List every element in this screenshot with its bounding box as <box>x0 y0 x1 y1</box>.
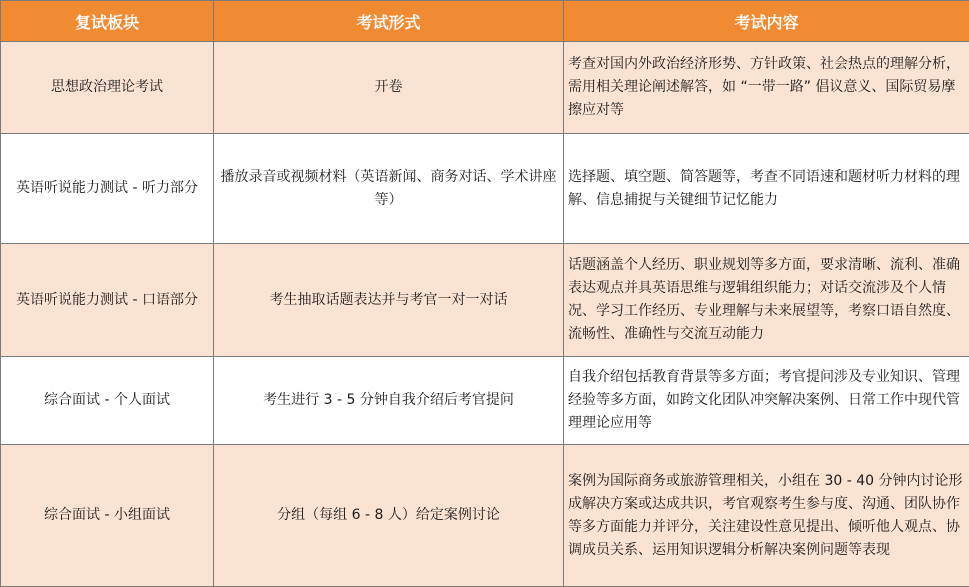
row-format: 考生进行 3 - 5 分钟自我介绍后考官提问 <box>214 357 564 445</box>
table-row <box>1 357 969 445</box>
row-content: 选择题、填空题、简答题等，考查不同语速和题材听力材料的理解、信息捕捉与关键细节记忆能力 <box>564 134 969 244</box>
row-section: 英语听说能力测试 - 口语部分 <box>1 244 214 357</box>
row-content: 案例为国际商务或旅游管理相关，小组在 30 - 40 分钟内讨论形成解决方案或达成共识，考官观察考生参与度、沟通、团队协作等多方面能力并评分，关注建设性意见提出、倾听他人观点、协调成员关系、运用知识逻辑分析解决案例问题等表现 <box>564 445 969 587</box>
header-section: 复试板块 <box>1 1 214 42</box>
row-section: 综合面试 - 个人面试 <box>1 357 214 445</box>
row-section: 英语听说能力测试 - 听力部分 <box>1 134 214 244</box>
row-content: 自我介绍包括教育背景等多方面；考官提问涉及专业知识、管理经验等多方面，如跨文化团队冲突解决案例、日常工作中现代管理理论应用等 <box>564 357 969 445</box>
table-row <box>1 42 969 134</box>
header-format: 考试形式 <box>214 1 564 42</box>
table-row <box>1 445 969 587</box>
row-format: 播放录音或视频材料（英语新闻、商务对话、学术讲座等） <box>214 134 564 244</box>
table-header-row <box>1 1 969 42</box>
row-section: 综合面试 - 小组面试 <box>1 445 214 587</box>
header-content: 考试内容 <box>564 1 969 42</box>
table-row <box>1 244 969 357</box>
row-format: 考生抽取话题表达并与考官一对一对话 <box>214 244 564 357</box>
row-content: 考查对国内外政治经济形势、方针政策、社会热点的理解分析，需用相关理论阐述解答，如 “一带一路” 倡议意义、国际贸易摩擦应对等 <box>564 42 969 134</box>
table-row <box>1 134 969 244</box>
row-content: 话题涵盖个人经历、职业规划等多方面，要求清晰、流利、准确表达观点并具英语思维与逻辑组织能力；对话交流涉及个人情况、学习工作经历、专业理解与未来展望等，考察口语自然度、流畅性、准确性与交流互动能力 <box>564 244 969 357</box>
row-format: 分组（每组 6 - 8 人）给定案例讨论 <box>214 445 564 587</box>
row-format: 开卷 <box>214 42 564 134</box>
row-section: 思想政治理论考试 <box>1 42 214 134</box>
